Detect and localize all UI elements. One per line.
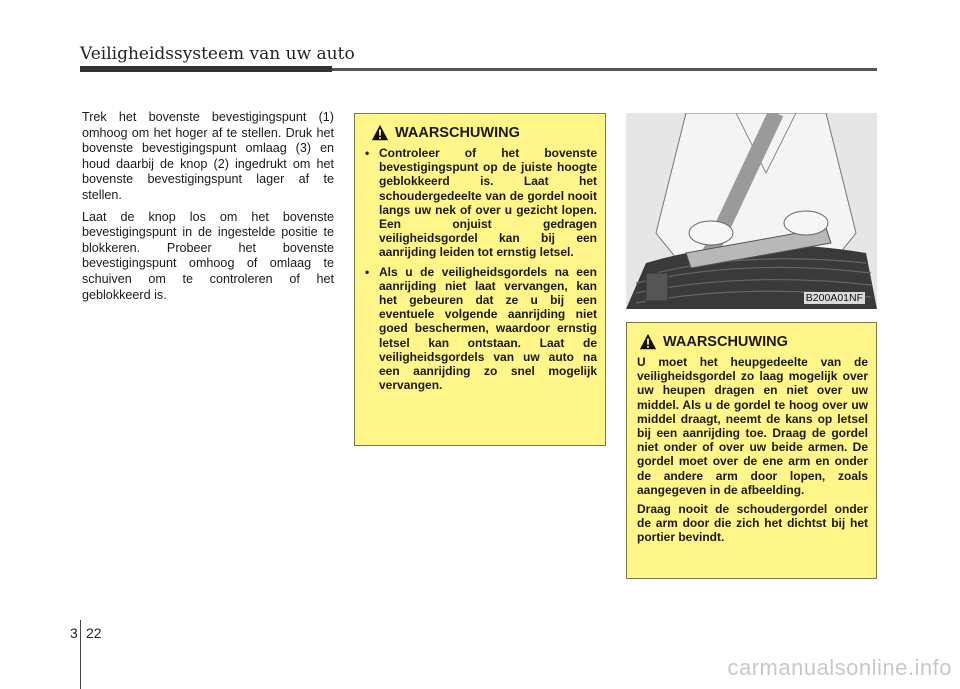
- warning-box-2-paragraph-2: Draag nooit de schoudergordel onder de arm door die zich het dichtst bij het portier bevindt.: [637, 502, 868, 545]
- body-paragraph-2: Laat de knop los om het bovenste bevestigingspunt in de ingestelde positie te blokkeren. Probeer het bovenste bevestigingspunt omhoog of omlaag te schuiven om te controleren of het geblokkeerd is.: [82, 209, 334, 302]
- warning-box-1-header: [369, 124, 597, 142]
- footer-rule: [80, 620, 81, 689]
- warning-box-2-title: WAARSCHUWING: [663, 334, 788, 350]
- warning-item-1-text: Controleer of het bovenste bevestigingspunt op de juiste hoogte geblokkeerd is. Laat het schoudergedeelte van de gordel nooit langs uw nek of over u gezicht lopen. Een onjuist gedragen veiligheidsgordel kan bij een aanrijding leiden tot ernstig letsel.: [379, 146, 597, 260]
- body-text-column: [82, 110, 334, 309]
- header-rule-accent: [80, 66, 332, 72]
- warning-box-1-list: [365, 146, 597, 392]
- seatbelt-illustration: [626, 113, 877, 309]
- warning-item-1: [365, 146, 597, 260]
- body-paragraph-1: Trek het bovenste bevestigingspunt (1) omhoog om het hoger af te stellen. Druk het bovenste bevestigingspunt omlaag (3) en houd daarbij de knop (2) ingedrukt om het bovenste bevestigingspunt lager af te stellen.: [82, 110, 334, 202]
- page-header-title: Veiligheidssysteem van uw auto: [80, 44, 355, 64]
- page-chapter-number: 3: [70, 625, 78, 641]
- bullet-icon: •: [365, 264, 370, 279]
- warning-box-2-header: [637, 333, 868, 351]
- watermark: carmanualsonline.info: [727, 655, 952, 680]
- warning-item-2-text: Als u de veiligheidsgordels na een aanrijding niet laat vervangen, kan het gebeuren dat ze u bij een eventuele volgende aanrijding niet goed beschermen, waardoor ernstig letsel kan ontstaan. Laat de veiligheidsgordels van uw auto na een aanrijding zo snel mogelijk vervangen.: [379, 264, 597, 393]
- warning-box-2-paragraph-1: U moet het heupgedeelte van de veiligheidsgordel zo laag mogelijk over uw heupen dragen en niet over uw middel. Als u de gordel te hoog over uw middel draagt, neemt de kans op letsel bij een aanrijding toe. Draag de gordel niet onder of over uw beide armen. De gordel moet over de ene arm en onder de andere arm door lopen, zoals aangegeven in de afbeelding.: [637, 355, 868, 497]
- page-number: 22: [86, 625, 102, 641]
- warning-item-2: [365, 265, 597, 393]
- warning-triangle-icon: [371, 124, 389, 142]
- warning-triangle-icon: [639, 333, 657, 351]
- warning-box-2: [626, 322, 877, 579]
- warning-box-1: [354, 113, 606, 446]
- figure-code: B200A01NF: [805, 292, 863, 304]
- bullet-icon: •: [365, 146, 370, 160]
- warning-box-1-title: WAARSCHUWING: [395, 125, 520, 141]
- seatbelt-illustration-art: [626, 113, 877, 309]
